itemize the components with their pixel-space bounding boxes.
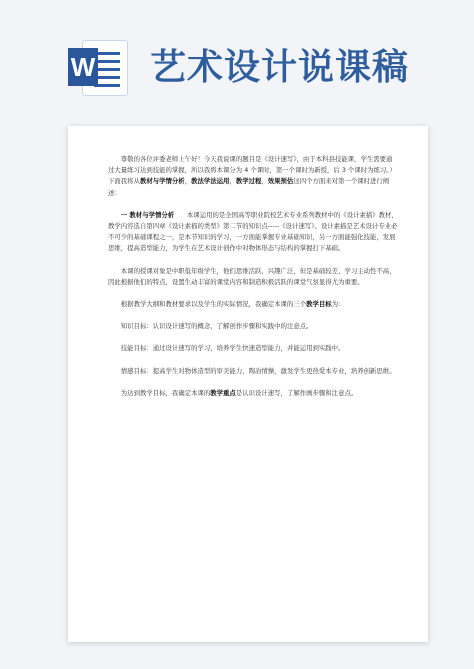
paragraph-skill-objective: 技能目标：通过设计速写的学习，培养学生快速造型能力，并能运用到实践中。 (120, 344, 345, 353)
paragraph-key-point (108, 388, 398, 399)
objectives-intro-end: 为： (331, 300, 345, 309)
word-icon-letter: W (68, 48, 98, 86)
intro-sep: ， (229, 177, 236, 186)
key-point-keyword: 教学重点 (210, 388, 236, 397)
intro-sep: ， (261, 177, 268, 186)
section-heading: 一 教材与学情分析 (120, 210, 175, 219)
key-point-text-end: 是认识设计速写，了解作画步骤和注意点。 (235, 388, 358, 397)
intro-keyword-process: 教学过程 (235, 177, 262, 186)
textbook-analysis-text: 本课运用的是全国高等职业院校艺术专业系列教材中的《设计素描》教材，教学内容选自第四章《设计素描的类型》第二节的知识点-----《设计速写》。设计素描是艺术设计专业必不可少的基础课程之一，是本节知识的学习，一方面能掌握专业基础知识，另一方面能强化技能，发展思维，提高造型能力，为学生在艺术设计创作中对物体形态与结构的掌握打下基础。 (108, 210, 398, 253)
intro-text-end: 这四个方面来对第一个课时进行阐述： (108, 177, 390, 197)
intro-sep: ， (184, 177, 192, 186)
paragraph-knowledge-objective: 知识目标：认识设计速写的概念，了解创作步骤和实践中的注意点。 (120, 322, 313, 331)
objectives-intro-text: 根据教学大纲和教材要求以及学生的实际情况，我确定本课的三个 (120, 300, 307, 309)
paragraph-student-analysis: 本课的授课对象是中职低年级学生，他们思维活跃，兴趣广泛，但是基础较差，学习主动性不高，因此根据他们的特点，设置生动丰富的课堂内容和制造积极活跃的课堂气氛显得尤为重要。 (108, 266, 396, 286)
intro-text: 尊敬的各位评委老师上午好！今天我说课的题目是《设计速写》，由于本科县技能课，学生需要通过大量练习达到技能的掌握，所以我将本课分为 4 个课时，第一个课时为新授，后 3 个课时为练习。）下面我将从 (108, 155, 396, 186)
header-banner (0, 0, 474, 120)
objectives-keyword: 教学目标 (306, 300, 332, 309)
intro-keyword-evaluation: 效果预估 (267, 177, 294, 186)
word-document-icon (64, 38, 128, 96)
paragraph-objectives-intro (108, 299, 398, 310)
paragraph-emotion-objective: 情感目标：提高学生对物体造型的审美能力，陶冶情操，激发学生更热爱本专业，培养创新思维。 (120, 366, 396, 375)
page-title: 艺术设计说课稿 (150, 47, 410, 88)
intro-keyword-analysis: 教材与学情分析 (139, 177, 185, 186)
document-page (68, 126, 428, 642)
paragraph-textbook-analysis (108, 210, 398, 255)
document-body (108, 154, 398, 410)
intro-keyword-methods: 教法学法运用 (191, 177, 230, 186)
paragraph-intro (108, 154, 398, 199)
key-point-text: 为达到教学目标，我确定本课的 (120, 388, 211, 397)
